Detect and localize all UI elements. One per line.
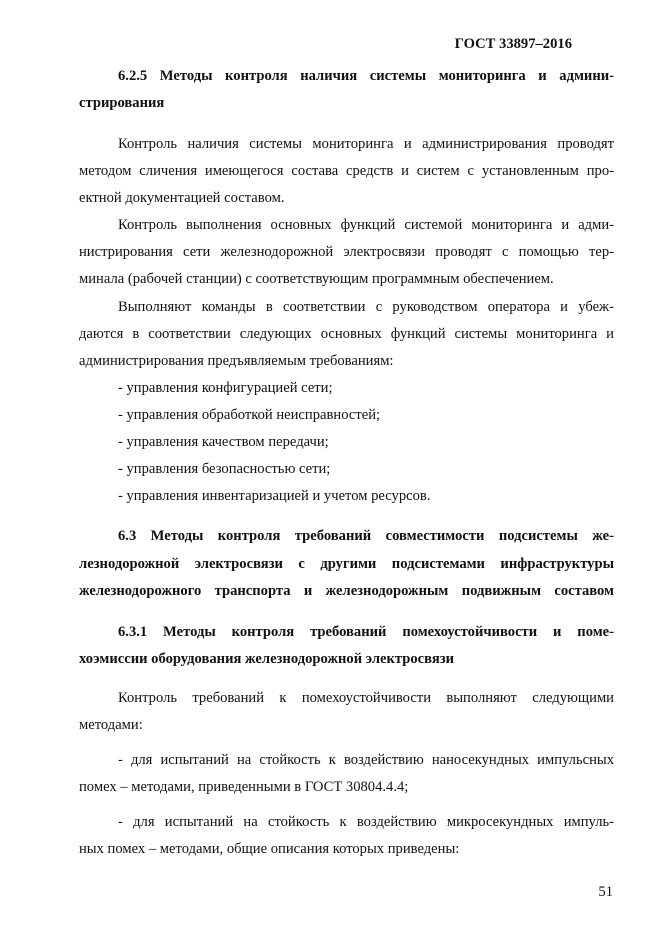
paragraph-line: Контроль наличия системы мониторинга и администрирования проводят <box>118 136 614 152</box>
section-heading-63: 6.3 Методы контроля требований совместимости подсистемы же- <box>118 528 614 544</box>
list-item: - для испытаний на стойкость к воздействию микросекундных импуль- <box>118 814 614 830</box>
list-item: - управления обработкой неисправностей; <box>118 407 381 423</box>
section-heading-63-cont: лезнодорожной электросвязи с другими подсистемами инфраструктуры <box>79 556 614 572</box>
paragraph-line: Контроль выполнения основных функций системой мониторинга и адми- <box>118 217 614 233</box>
paragraph-line: администрирования предъявляемым требованиям: <box>79 353 394 369</box>
section-heading-625: 6.2.5 Методы контроля наличия системы мониторинга и админи- <box>118 68 614 84</box>
list-item-cont: помех – методами, приведенными в ГОСТ 30804.4.4; <box>79 779 409 795</box>
section-heading-625-cont: стрирования <box>79 95 165 111</box>
section-heading-631-cont: хоэмиссии оборудования железнодорожной электросвязи <box>79 651 454 667</box>
paragraph-line: даются в соответствии следующих основных функций системы мониторинга и <box>79 326 614 342</box>
paragraph-line: методом сличения имеющегося состава средств и систем с установленным про- <box>79 163 614 179</box>
list-item: - управления конфигурацией сети; <box>118 380 333 396</box>
paragraph-line: ектной документацией составом. <box>79 190 285 206</box>
section-heading-631: 6.3.1 Методы контроля требований помехоустойчивости и поме- <box>118 624 614 640</box>
section-heading-63-cont: железнодорожного транспорта и железнодорожным подвижным составом <box>79 583 614 599</box>
paragraph-line: методами: <box>79 717 143 733</box>
list-item: - управления инвентаризацией и учетом ресурсов. <box>118 488 431 504</box>
paragraph-line: минала (рабочей станции) с соответствующим программным обеспечением. <box>79 271 554 287</box>
list-item: - для испытаний на стойкость к воздействию наносекундных импульсных <box>118 752 614 768</box>
list-item: - управления качеством передачи; <box>118 434 329 450</box>
paragraph-line: Выполняют команды в соответствии с руководством оператора и убеж- <box>118 299 614 315</box>
list-item-cont: ных помех – методами, общие описания которых приведены: <box>79 841 460 857</box>
paragraph-line: Контроль требований к помехоустойчивости выполняют следующими <box>118 690 614 706</box>
paragraph-line: нистрирования сети железнодорожной электросвязи проводят с помощью тер- <box>79 244 614 260</box>
page-number: 51 <box>598 884 613 900</box>
document-number: ГОСТ 33897–2016 <box>454 36 572 52</box>
list-item: - управления безопасностью сети; <box>118 461 331 477</box>
